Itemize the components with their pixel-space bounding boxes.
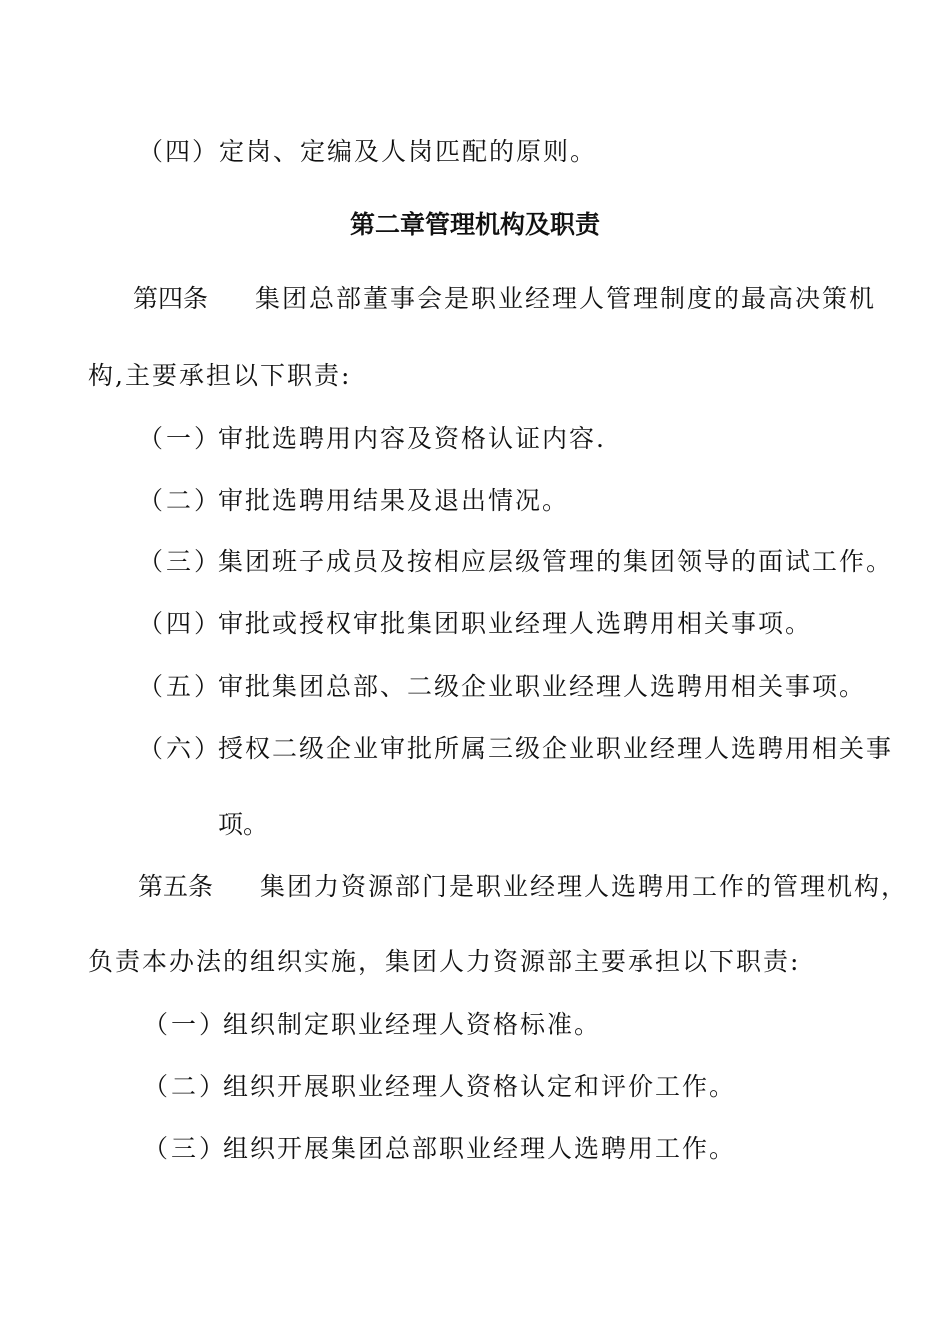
chapter-heading: 第二章管理机构及职责	[349, 210, 600, 239]
item-number: （三）	[143, 1134, 228, 1163]
item-text: 审批集团总部、二级企业职业经理人选聘用相关事项。	[218, 672, 867, 701]
article-4-text: 集团总部董事会是职业经理人管理制度的最高决策机	[255, 284, 877, 313]
article-4-line	[133, 284, 876, 314]
list-item	[138, 486, 569, 516]
article-4-label: 第四条	[133, 284, 209, 313]
item-text: 组织开展职业经理人资格认定和评价工作。	[223, 1072, 737, 1101]
item-number: （一）	[143, 1010, 228, 1039]
item-text: 集团班子成员及按相应层级管理的集团领导的面试工作。	[218, 547, 894, 576]
article-5-continuation: 负责本办法的组织实施，集团人力资源部主要承担以下职责:	[88, 947, 801, 976]
list-item	[143, 1134, 736, 1164]
list-item-continuation: 项。	[218, 810, 269, 839]
article-4-continuation: 构,主要承担以下职责:	[88, 361, 352, 390]
list-item	[138, 734, 893, 764]
list-item	[143, 1010, 601, 1040]
paragraph-principle-4: （四）定岗、定编及人岗匹配的原则。	[138, 137, 598, 166]
item-text: 组织开展集团总部职业经理人选聘用工作。	[223, 1134, 737, 1163]
item-text: 组织制定职业经理人资格标准。	[223, 1010, 602, 1039]
item-number: （一）	[138, 424, 223, 453]
list-item	[138, 424, 606, 454]
item-number: （二）	[138, 486, 223, 515]
list-item	[138, 547, 893, 577]
item-text: 审批或授权审批集团职业经理人选聘用相关事项。	[218, 609, 813, 638]
item-text: 授权二级企业审批所属三级企业职业经理人选聘用相关事	[218, 734, 894, 763]
item-number: （五）	[138, 672, 223, 701]
item-text: 审批选聘用结果及退出情况。	[218, 486, 570, 515]
item-number: （四）	[138, 609, 223, 638]
article-5-label: 第五条	[138, 872, 214, 901]
item-number: （二）	[143, 1072, 228, 1101]
item-text: 审批选聘用内容及资格认证内容.	[218, 424, 606, 453]
list-item	[138, 609, 812, 639]
list-item	[138, 672, 866, 702]
item-number: （六）	[138, 734, 223, 763]
article-5-text: 集团力资源部门是职业经理人选聘用工作的管理机构，	[260, 872, 909, 901]
item-number: （三）	[138, 547, 223, 576]
list-item	[143, 1072, 736, 1102]
article-5-line	[138, 872, 908, 902]
